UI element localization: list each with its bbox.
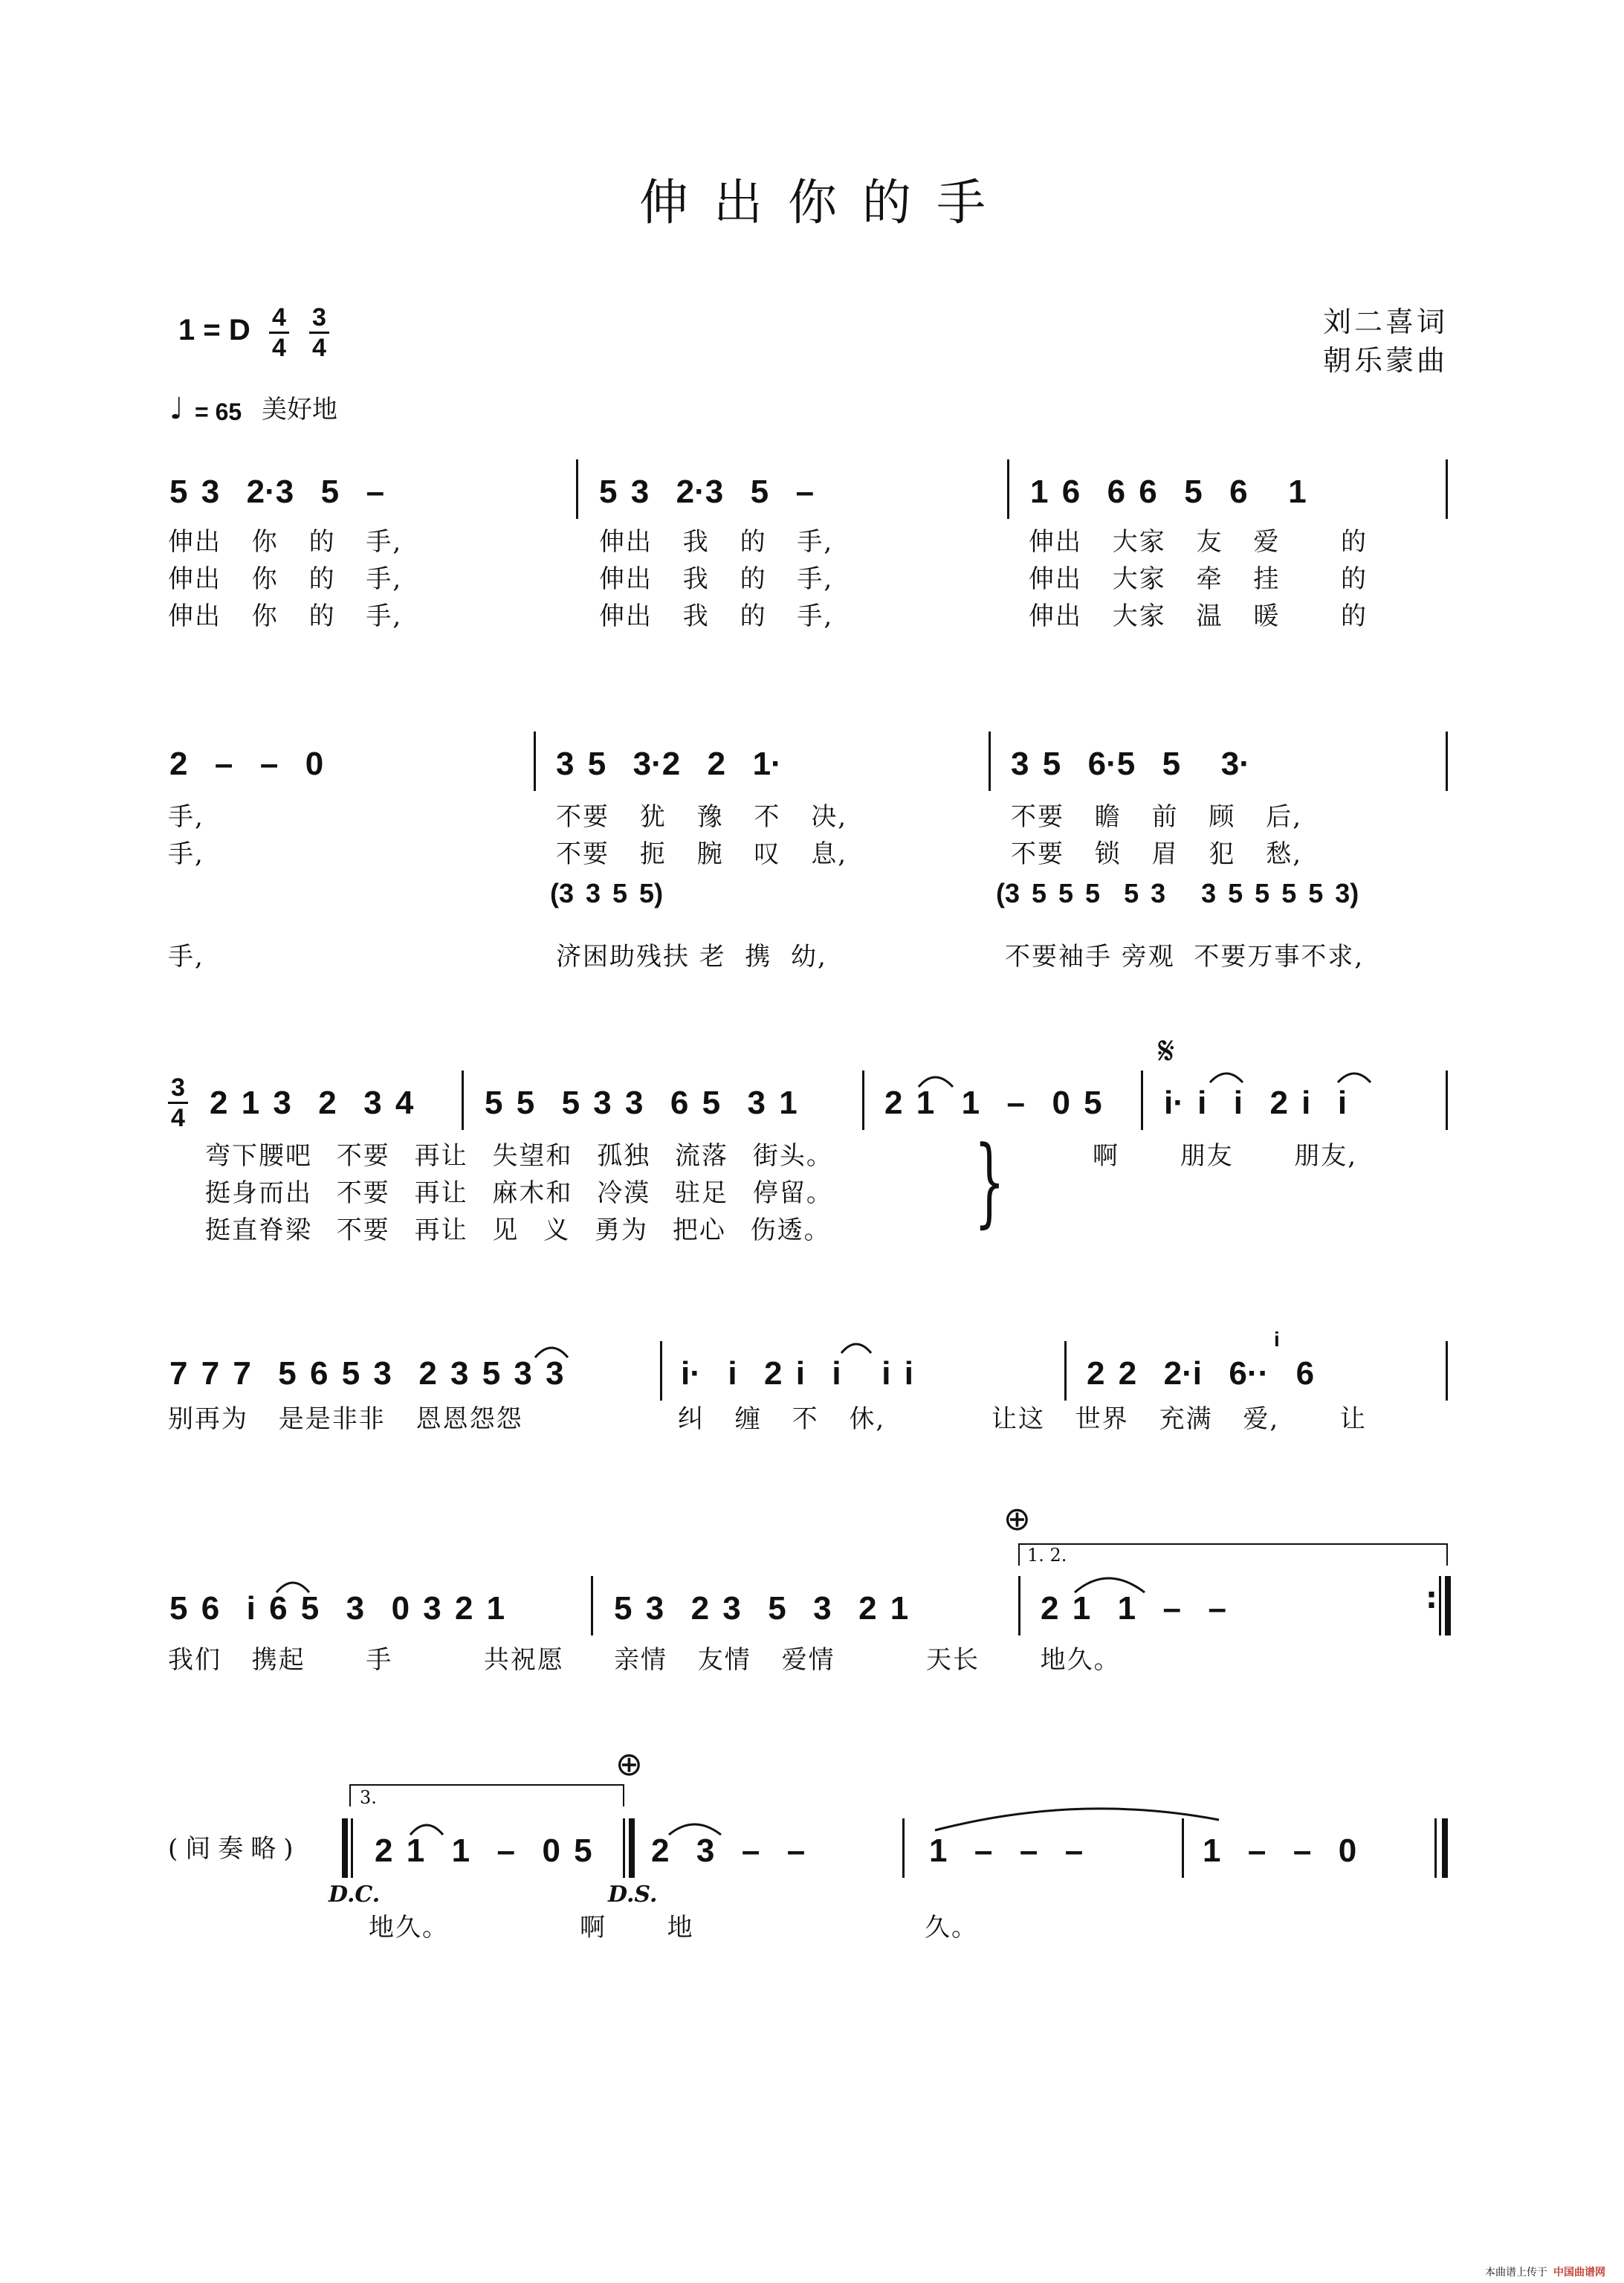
measure-notes: 1 6 6 6 5 6 1 xyxy=(1030,474,1307,510)
measure-notes: 2 1 3 2 3 4 xyxy=(210,1085,414,1121)
measure-notes: 3 5 3·2 2 1· xyxy=(556,746,782,782)
lyric-line: 手, xyxy=(168,802,204,832)
lyric-line: 我们 携起 手 共祝愿 xyxy=(168,1645,564,1675)
ds-marking: D.S. xyxy=(608,1882,658,1908)
lyric-line: 不要 瞻 前 顾 后, xyxy=(1011,802,1303,832)
tie-arc xyxy=(276,1583,309,1592)
tie-arc xyxy=(935,1809,1219,1830)
lyric-line: 不要袖手 旁观 不要万事不求, xyxy=(1005,942,1365,972)
lyric-line: 伸出 你 的 手, xyxy=(168,601,403,631)
verse-brace: } xyxy=(974,1125,1006,1238)
coda-icon: ⊕ xyxy=(615,1746,643,1783)
lyric-line: 地久。 xyxy=(369,1913,449,1943)
lyric-line: 不要 扼 腕 叹 息, xyxy=(556,839,848,869)
lyric-line: 别再为 是是非非 恩恩怨怨 xyxy=(168,1404,523,1434)
lyric-line: 手, xyxy=(168,839,204,869)
measure-notes: 7 7 7 5 6 5 3 2 3 5 3 3 xyxy=(169,1355,564,1392)
lyric-line: 伸出 你 的 手, xyxy=(168,564,403,594)
measure-notes: 5 3 2·3 5 – xyxy=(169,474,385,510)
tie-arc xyxy=(669,1824,721,1835)
lyric-line: 伸出 大家 牵 挂 的 xyxy=(1029,564,1368,594)
lyric-line: 伸出 我 的 手, xyxy=(599,527,834,557)
quarter-note-icon: ♩ xyxy=(169,392,184,426)
measure-notes: 1 – – – xyxy=(929,1832,1084,1869)
lyric-line: 啊 地 xyxy=(580,1913,694,1943)
lyric-line: 伸出 大家 温 暖 的 xyxy=(1029,601,1368,631)
measure-notes: 5 3 2 3 5 3 2 1 xyxy=(614,1590,909,1627)
time-signature-4-4: $\frac{4}{4}$ xyxy=(269,305,289,361)
time-signature-change: $\frac{3}{4}$ xyxy=(168,1075,188,1131)
lyric-line: 不要 锁 眉 犯 愁, xyxy=(1011,839,1303,869)
measure-notes: i· i 2 i i i i xyxy=(681,1355,913,1392)
measure-notes: 2 1 1 – 0 5 xyxy=(375,1832,592,1869)
measure-notes: 2 2 2·i 6·· 6 xyxy=(1087,1355,1315,1392)
alternate-notes: (3 5 5 5 5 3 3 5 5 5 5 3) xyxy=(996,878,1359,908)
lyric-line: 伸出 你 的 手, xyxy=(168,527,403,557)
tie-arc xyxy=(1338,1073,1371,1082)
tie-arc xyxy=(1075,1578,1145,1592)
measure-notes: 5 3 2·3 5 – xyxy=(599,474,815,510)
footer-brand: 中国曲谱网 xyxy=(1553,2267,1605,2279)
alternate-notes: (3 3 5 5) xyxy=(550,878,664,908)
lyric-line: 纠 缠 不 休, xyxy=(678,1404,886,1434)
tempo-marking: = 65 xyxy=(195,398,242,425)
measure-notes: 3 5 6·5 5 3· xyxy=(1011,746,1250,782)
tempo-expression: 美好地 xyxy=(262,395,337,424)
footer-text: 本曲谱上传于 xyxy=(1485,2267,1547,2279)
measure-notes: 2 1 1 – – xyxy=(1041,1590,1226,1627)
time-signature-3-4: $\frac{3}{4}$ xyxy=(309,305,329,361)
measure-notes: 5 5 5 3 3 6 5 3 1 xyxy=(485,1085,798,1121)
dc-marking: D.C. xyxy=(329,1882,381,1908)
lyric-line: 伸出 我 的 手, xyxy=(599,601,834,631)
grace-note: i xyxy=(1274,1328,1280,1351)
measure-notes: 2 3 – – xyxy=(651,1832,806,1869)
interlude-label: (间奏略) xyxy=(168,1834,301,1864)
tie-arc xyxy=(410,1825,443,1835)
volta-label: 1. 2. xyxy=(1027,1545,1067,1566)
lyric-line: 弯下腰吧 不要 再让 失望和 孤独 流落 街头。 xyxy=(205,1141,833,1171)
repeat-dots: : xyxy=(1426,1581,1437,1615)
lyricist-credit: 刘二喜词 xyxy=(1323,306,1449,338)
key-signature: 1 = D xyxy=(178,314,250,346)
lyric-line: 济困助残扶 老 携 幼, xyxy=(556,942,827,972)
lyric-line: 伸出 大家 友 爱 的 xyxy=(1029,527,1368,557)
tie-arc xyxy=(841,1344,871,1353)
refrain-lyric: 啊 朋友 朋友, xyxy=(1093,1141,1358,1171)
lyric-line: 挺身而出 不要 再让 麻木和 冷漠 驻足 停留。 xyxy=(205,1178,833,1208)
page-title: 伸出你的手 xyxy=(639,174,1011,231)
tie-arc xyxy=(535,1348,568,1357)
measure-notes: i· i i 2 i i xyxy=(1164,1085,1348,1121)
composer-credit: 朝乐蒙曲 xyxy=(1323,344,1449,377)
coda-icon: ⊕ xyxy=(1003,1500,1031,1538)
lyric-line: 让这 世界 充满 爱, 让 xyxy=(991,1404,1367,1434)
measure-notes: 1 – – 0 xyxy=(1203,1832,1357,1869)
measure-notes: 2 1 1 – 0 5 xyxy=(884,1085,1102,1121)
lyric-line: 不要 犹 豫 不 决, xyxy=(556,802,848,832)
lyric-line: 伸出 我 的 手, xyxy=(599,564,834,594)
tie-arc xyxy=(919,1077,953,1087)
tie-arc xyxy=(1210,1073,1243,1082)
measure-notes: 2 – – 0 xyxy=(169,746,324,782)
lyric-line: 亲情 友情 爱情 天长 地久。 xyxy=(614,1645,1121,1675)
segno-icon: 𝄋 xyxy=(1158,1029,1175,1073)
lyric-line: 久。 xyxy=(925,1913,978,1943)
volta-label: 3. xyxy=(360,1787,377,1808)
lyric-line: 挺直脊梁 不要 再让 见 义 勇为 把心 伤透。 xyxy=(205,1215,831,1245)
lyric-line: 手, xyxy=(168,942,204,972)
measure-notes: 5 6 i 6 5 3 0 3 2 1 xyxy=(169,1590,505,1627)
